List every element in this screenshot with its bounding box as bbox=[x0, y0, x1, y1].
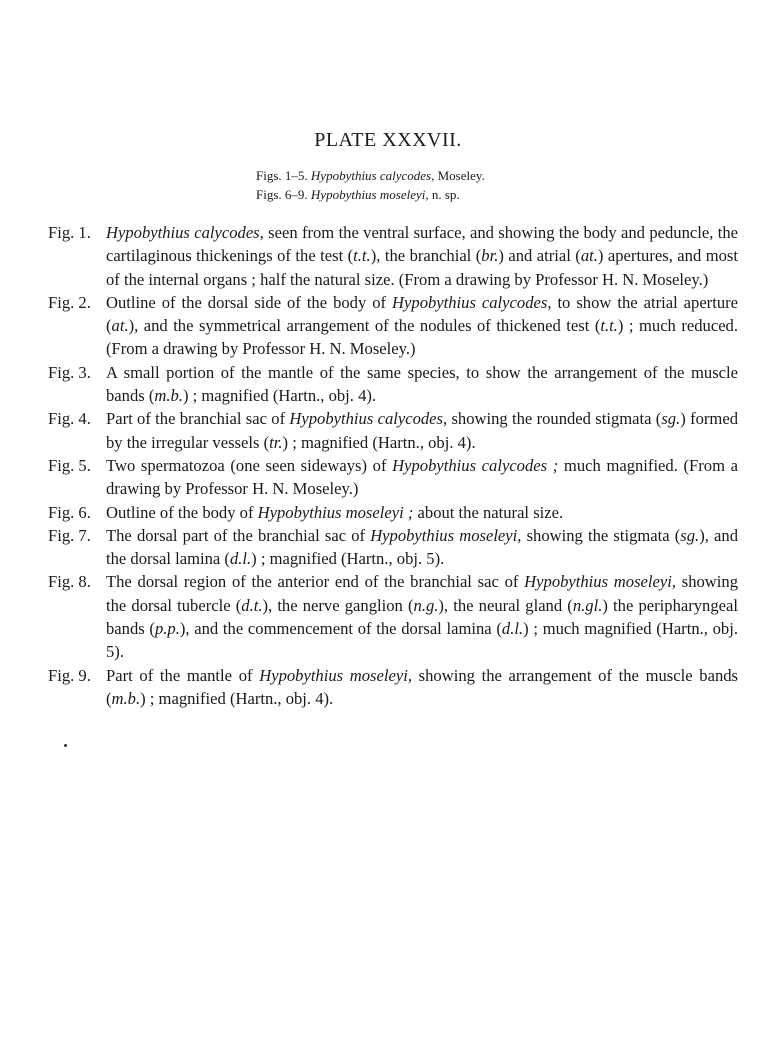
caption-italic-text: Hypobythius moseleyi bbox=[524, 572, 672, 592]
figure-entry bbox=[48, 454, 738, 501]
caption-italic-text: d.l. bbox=[229, 549, 252, 569]
caption-italic-text: Hypobythius moseleyi bbox=[259, 665, 408, 685]
caption-text: , showing the rounded stigmata ( bbox=[443, 409, 662, 429]
caption-text: Part of the mantle of bbox=[106, 665, 260, 685]
caption-text: , seen from the ventral surface, and showing the body and peduncle, the cartilaginous thickenings of the test ( bbox=[106, 223, 738, 266]
caption-italic-text: Hypobythius moseleyi bbox=[370, 525, 518, 545]
caption-italic-text: d.l. bbox=[501, 619, 524, 639]
caption-text: ) ; magnified (Hartn., obj. 4). bbox=[140, 688, 334, 708]
caption-italic-text: d.t. bbox=[241, 595, 263, 615]
figure-entry bbox=[48, 221, 738, 291]
caption-text: , showing the arrangement of the muscle bands ( bbox=[106, 665, 739, 708]
caption-italic-text: n.gl. bbox=[572, 595, 603, 615]
caption-italic-text: at. bbox=[111, 316, 129, 336]
caption-text: ) ; much magnified (Hartn., obj. 5). bbox=[106, 619, 738, 662]
figure-caption bbox=[106, 454, 738, 501]
caption-italic-text: m.b. bbox=[111, 688, 141, 708]
figure-label: Fig. 2. bbox=[48, 292, 91, 312]
caption-italic-text: Hypobythius calycodes bbox=[106, 223, 260, 242]
caption-text: ) ; magnified (Hartn., obj. 5). bbox=[251, 549, 445, 569]
caption-text: much magnified. (From a drawing by Professor H. N. Moseley.) bbox=[106, 455, 739, 499]
caption-text: , to show the atrial aperture ( bbox=[106, 292, 739, 336]
figure-entry bbox=[48, 361, 738, 408]
caption-text: ) ; magnified (Hartn., obj. 4). bbox=[282, 432, 476, 452]
figure-caption bbox=[106, 407, 738, 454]
figure-label: Fig. 5. bbox=[48, 455, 91, 475]
figure-legend-list bbox=[48, 221, 738, 710]
caption-text: ) formed by the irregular vessels ( bbox=[106, 409, 738, 452]
caption-italic-text: n.g. bbox=[413, 595, 439, 615]
caption-italic-text: t.t. bbox=[600, 316, 618, 336]
caption-text: , showing the stigmata ( bbox=[517, 525, 681, 545]
subtitle-line bbox=[256, 166, 485, 185]
caption-text: ), and the dorsal lamina ( bbox=[106, 525, 738, 569]
caption-italic-text: m.b. bbox=[154, 386, 183, 406]
caption-text: ), and the symmetrical arrangement of the nodules of thickened test ( bbox=[128, 316, 601, 336]
figure-entry bbox=[48, 664, 738, 711]
subtitle-prefix: Figs. 6–9. bbox=[256, 187, 308, 202]
figure-entry bbox=[48, 501, 738, 524]
figure-entry bbox=[48, 291, 738, 361]
figure-label: Fig. 7. bbox=[48, 525, 91, 545]
figure-caption bbox=[106, 501, 738, 524]
figure-label: Fig. 1. bbox=[48, 223, 91, 242]
caption-italic-text: sg. bbox=[680, 525, 700, 545]
figure-caption bbox=[106, 570, 738, 663]
caption-text: Part of the branchial sac of bbox=[106, 409, 290, 429]
caption-italic-text: Hypobythius calycodes ; bbox=[392, 455, 559, 475]
figure-label: Fig. 8. bbox=[48, 572, 91, 592]
caption-italic-text: Hypobythius calycodes bbox=[289, 409, 444, 429]
caption-italic-text: Hypobythius calycodes bbox=[392, 292, 548, 312]
figure-caption bbox=[106, 361, 738, 408]
caption-italic-text: tr. bbox=[269, 432, 283, 452]
subtitle-species: Hypobythius calycodes bbox=[310, 168, 432, 183]
caption-text: The dorsal part of the branchial sac of bbox=[106, 525, 371, 545]
plate-title: PLATE XXXVII. bbox=[314, 129, 462, 151]
caption-text: ), and the commencement of the dorsal lamina ( bbox=[179, 619, 502, 639]
caption-text: ) ; magnified (Hartn., obj. 4). bbox=[182, 386, 377, 406]
caption-text: Outline of the dorsal side of the body of bbox=[106, 292, 393, 312]
caption-italic-text: t.t. bbox=[353, 246, 371, 266]
caption-text: , showing the dorsal tubercle ( bbox=[106, 572, 738, 615]
subtitle-line bbox=[256, 185, 485, 204]
caption-text: ), the nerve ganglion ( bbox=[262, 595, 414, 615]
caption-italic-text: br. bbox=[481, 246, 499, 266]
print-speck bbox=[64, 744, 67, 747]
figure-caption bbox=[106, 524, 738, 571]
caption-italic-text: Hypobythius moseleyi ; bbox=[257, 502, 414, 522]
caption-text: A small portion of the mantle of the same species, to show the arrangement of the muscle bands ( bbox=[106, 362, 738, 406]
figure-entry bbox=[48, 524, 738, 571]
figure-label: Fig. 3. bbox=[48, 362, 91, 382]
figure-caption bbox=[106, 221, 738, 291]
figure-caption bbox=[106, 291, 738, 361]
caption-text: The dorsal region of the anterior end of the branchial sac of bbox=[106, 572, 525, 592]
figure-label: Fig. 4. bbox=[48, 409, 91, 429]
caption-text: ), the branchial ( bbox=[370, 246, 482, 266]
figure-label: Fig. 6. bbox=[48, 502, 91, 522]
subtitle-suffix: , Moseley. bbox=[431, 168, 485, 183]
subtitle-suffix: , n. sp. bbox=[425, 187, 460, 202]
caption-text: about the natural size. bbox=[413, 502, 564, 522]
caption-text: ) apertures, and most of the internal organs ; half the natural size. (From a drawing by Professor H. N. Moseley.) bbox=[106, 246, 738, 289]
caption-text: ) and atrial ( bbox=[498, 246, 581, 266]
figure-entry bbox=[48, 570, 738, 663]
caption-italic-text: p.p. bbox=[154, 619, 180, 639]
caption-text: Two spermatozoa (one seen sideways) of bbox=[106, 455, 393, 475]
caption-text: ), the neural gland ( bbox=[438, 595, 573, 615]
caption-italic-text: at. bbox=[580, 246, 598, 266]
figure-entry bbox=[48, 407, 738, 454]
figure-caption bbox=[106, 664, 738, 711]
subtitle-prefix: Figs. 1–5. bbox=[256, 168, 308, 183]
caption-text: ) ; much reduced. (From a drawing by Professor H. N. Moseley.) bbox=[106, 316, 738, 359]
caption-italic-text: sg. bbox=[661, 409, 681, 429]
plate-subtitles bbox=[256, 166, 485, 204]
subtitle-species: Hypobythius moseleyi bbox=[310, 187, 426, 202]
caption-text: ) the peripharyngeal bands ( bbox=[106, 595, 738, 639]
figure-label: Fig. 9. bbox=[48, 665, 91, 685]
caption-text: Outline of the body of bbox=[106, 502, 258, 522]
